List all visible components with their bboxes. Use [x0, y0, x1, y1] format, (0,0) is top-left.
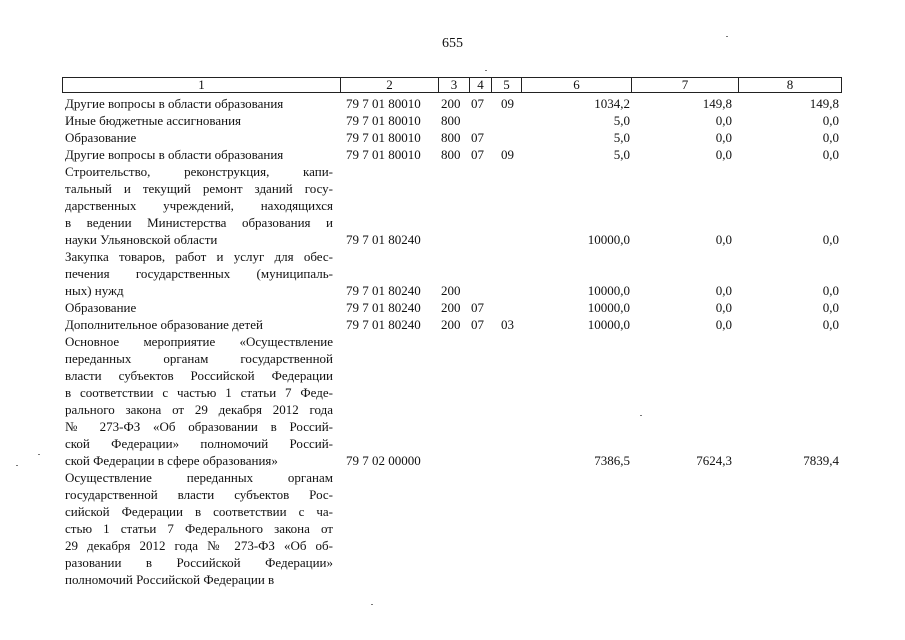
table-row	[0, 112, 905, 129]
table-row	[0, 299, 905, 316]
row-subsection: 09	[501, 96, 514, 111]
row-code: 79 7 01 80240	[346, 300, 421, 315]
row-name-line: стью 1 статьи 7 Федерального закона от	[65, 521, 333, 536]
row-value-2020: 0,0	[715, 317, 732, 332]
row-name-line: науки Ульяновской области	[65, 232, 218, 247]
row-name-line: в ведении Министерства образования и	[65, 215, 333, 230]
row-value-2020: 7624,3	[696, 453, 732, 468]
table-row	[0, 469, 905, 588]
table-row	[0, 129, 905, 146]
row-name-line: сийской Федерации в соответствии с ча-	[65, 504, 333, 519]
row-value-2020: 0,0	[715, 232, 732, 247]
row-code: 79 7 01 80240	[346, 283, 421, 298]
table-row	[0, 333, 905, 469]
header-col-7: 7	[632, 78, 739, 92]
row-code: 79 7 01 80010	[346, 147, 421, 162]
row-code: 79 7 01 80010	[346, 96, 421, 111]
header-col-3: 3	[439, 78, 470, 92]
row-code: 79 7 01 80240	[346, 317, 421, 332]
row-name	[65, 146, 333, 163]
row-value-2019: 10000,0	[587, 300, 630, 315]
row-value-2020: 0,0	[715, 283, 732, 298]
row-section: 07	[471, 96, 484, 111]
row-value-2020: 0,0	[715, 300, 732, 315]
row-value-2021: 0,0	[822, 130, 839, 145]
row-name-line: разовании в Российской Федерации»	[65, 555, 333, 570]
row-name-line: Основное мероприятие «Осуществление	[65, 334, 333, 349]
table-row	[0, 146, 905, 163]
row-name-line: в соответствии с частью 1 статьи 7 Феде-	[65, 385, 333, 400]
row-name	[65, 316, 333, 333]
row-value-2021: 149,8	[809, 96, 839, 111]
row-value-2021: 7839,4	[803, 453, 839, 468]
row-name	[65, 112, 333, 129]
row-subsection: 03	[501, 317, 514, 332]
row-value-2019: 10000,0	[587, 317, 630, 332]
table-row	[0, 95, 905, 112]
row-value-2021: 0,0	[822, 283, 839, 298]
row-name-line: Дополнительное образование детей	[65, 317, 263, 332]
row-expense-type: 200	[441, 96, 461, 111]
row-name	[65, 129, 333, 146]
row-value-2019: 5,0	[613, 130, 630, 145]
row-expense-type: 800	[441, 147, 461, 162]
row-value-2021: 0,0	[822, 300, 839, 315]
row-name	[65, 333, 333, 469]
header-col-1: 1	[63, 78, 341, 92]
row-name-line: печения государственных (муниципаль-	[65, 266, 333, 281]
header-col-5: 5	[492, 78, 522, 92]
row-name-line: рального закона от 29 декабря 2012 года	[65, 402, 333, 417]
header-col-8: 8	[786, 77, 794, 92]
row-name	[65, 469, 333, 588]
row-section: 07	[471, 130, 484, 145]
row-value-2019: 5,0	[613, 113, 630, 128]
row-value-2019: 1034,2	[594, 96, 630, 111]
row-name-line: Строительство, реконструкция, капи-	[65, 164, 333, 179]
table-row	[0, 163, 905, 248]
header-col-6: 6	[522, 78, 632, 92]
row-name-line: государственной власти субъектов Рос-	[65, 487, 333, 502]
row-value-2020: 0,0	[715, 147, 732, 162]
row-value-2020: 0,0	[715, 130, 732, 145]
row-expense-type: 200	[441, 300, 461, 315]
row-name	[65, 95, 333, 112]
row-name-line: Другие вопросы в области образования	[65, 147, 284, 162]
row-name-line: 29 декабря 2012 года № 273-ФЗ «Об об-	[65, 538, 333, 553]
row-code: 79 7 01 80240	[346, 232, 421, 247]
row-name-line: ской Федерации» полномочий Россий-	[65, 436, 333, 451]
row-name-line: переданных органам государственной	[65, 351, 333, 366]
row-value-2020: 0,0	[715, 113, 732, 128]
row-expense-type: 800	[441, 130, 461, 145]
row-code: 79 7 02 00000	[346, 453, 421, 468]
row-name	[65, 299, 333, 316]
row-value-2021: 0,0	[822, 147, 839, 162]
row-name-line: Образование	[65, 300, 137, 315]
row-section: 07	[471, 300, 484, 315]
page-number: 655	[442, 36, 463, 51]
row-value-2019: 7386,5	[594, 453, 630, 468]
table-header	[62, 77, 842, 93]
row-section: 07	[471, 317, 484, 332]
row-name-line: Образование	[65, 130, 137, 145]
row-name-line: Осуществление переданных органам	[65, 470, 333, 485]
row-name-line: ской Федерации в сфере образования»	[65, 453, 278, 468]
row-subsection: 09	[501, 147, 514, 162]
row-code: 79 7 01 80010	[346, 130, 421, 145]
row-value-2021: 0,0	[822, 113, 839, 128]
row-expense-type: 800	[441, 113, 461, 128]
table-row	[0, 316, 905, 333]
row-value-2021: 0,0	[822, 317, 839, 332]
row-value-2019: 10000,0	[587, 232, 630, 247]
row-code: 79 7 01 80010	[346, 113, 421, 128]
table-row	[0, 248, 905, 299]
row-name	[65, 163, 333, 248]
row-name-line: Иные бюджетные ассигнования	[65, 113, 242, 128]
row-value-2020: 149,8	[702, 96, 732, 111]
header-col-4: 4	[470, 78, 492, 92]
row-expense-type: 200	[441, 317, 461, 332]
row-expense-type: 200	[441, 283, 461, 298]
row-name	[65, 248, 333, 299]
row-name-line: полномочий Российской Федерации в	[65, 572, 275, 587]
row-value-2021: 0,0	[822, 232, 839, 247]
row-name-line: Другие вопросы в области образования	[65, 96, 284, 111]
row-name-line: тальный и текущий ремонт зданий госу-	[65, 181, 333, 196]
row-name-line: ных) нужд	[65, 283, 124, 298]
row-name-line: дарственных учреждений, находящихся	[65, 198, 333, 213]
row-name-line: власти субъектов Российской Федерации	[65, 368, 333, 383]
row-value-2019: 10000,0	[587, 283, 630, 298]
row-name-line: Закупка товаров, работ и услуг для обес-	[65, 249, 333, 264]
row-name-line: № 273-ФЗ «Об образовании в Россий-	[65, 419, 333, 434]
header-col-2: 2	[341, 78, 439, 92]
row-section: 07	[471, 147, 484, 162]
row-value-2019: 5,0	[613, 147, 630, 162]
